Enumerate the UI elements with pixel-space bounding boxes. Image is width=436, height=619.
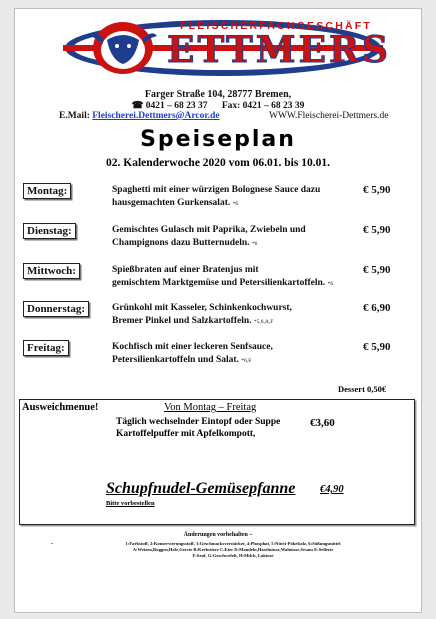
dish-line: Kochfisch mit einer leckeren Senfsauce,: [112, 342, 273, 352]
alternative-menu-box: [19, 399, 415, 525]
price-montag: € 5,90: [363, 184, 391, 196]
alternative-price: €3,60: [310, 417, 335, 429]
dish-line: Gemischtes Gulasch mit Paprika, Zwiebeln und: [112, 225, 306, 235]
dish-line: hausgemachten Gurkensalat.: [112, 198, 231, 208]
logo-name: ETTMERS: [167, 29, 391, 71]
day-label-donnerstag: Donnerstag:: [23, 301, 89, 317]
email-link[interactable]: Fleischerei.Dettmers@Arcor.de: [92, 111, 220, 121]
allergen-legend: [63, 541, 403, 559]
allergen-code: *6,F: [241, 358, 252, 364]
allergen-legend-line: A:Weizen,Roggen,Hefe,Gerste B:Krebstiere C:Eier D:Mandeln,Haselnüsse,Walnüsse,Sesam E:Sellerie: [132, 547, 334, 552]
price-donnerstag: € 6,90: [363, 302, 391, 314]
dish-montag: [112, 184, 344, 211]
allergen-legend-line: F:Senf, G:Geschwefelt, H:Milch, Laktose: [192, 553, 274, 558]
alternative-line: Kartoffelpuffer mit Apfelkompott,: [116, 429, 256, 439]
dish-line: Grünkohl mit Kasseler, Schinkenkochwurst,: [112, 303, 292, 313]
dessert-price: Dessert 0,50€: [338, 384, 387, 394]
logo-subtitle: FLEISCHERFACHGESCHÄFT: [179, 20, 373, 32]
day-label-montag: Montag:: [23, 183, 71, 199]
day-label-freitag: Freitag:: [23, 340, 69, 356]
email-line: [59, 111, 220, 121]
menu-page: [14, 8, 422, 613]
dish-line: Spießbraten auf einer Bratenjus mit: [112, 265, 259, 275]
fax-number: Fax: 0421 – 68 23 39: [221, 101, 305, 111]
dish-line: Bremer Pinkel und Salzkartoffeln.: [112, 316, 252, 326]
changes-note: Änderungen vorbehalten –: [183, 532, 253, 538]
preorder-note: Bitte vorbestellen: [106, 500, 155, 507]
phone-number: ☎ 0421 – 68 23 37: [131, 101, 208, 111]
allergen-code: *6: [327, 281, 334, 287]
email-label: E.Mail:: [59, 111, 90, 121]
allergen-code: *6: [251, 241, 258, 247]
allergen-code: *6: [232, 201, 239, 207]
alternative-period: Von Montag – Freitag: [164, 402, 257, 413]
page-title: Speiseplan: [140, 127, 296, 152]
price-dienstag: € 5,90: [363, 224, 391, 236]
allergen-code: *5,6,A,F: [253, 319, 274, 325]
address-line: Farger Straße 104, 28777 Bremen,: [144, 89, 292, 100]
special-dish: Schupfnudel-Gemüsepfanne: [106, 480, 296, 497]
week-heading: 02. Kalenderwoche 2020 vom 06.01. bis 10.01.: [106, 157, 330, 169]
special-price: €4,90: [320, 484, 344, 495]
dish-line: Spaghetti mit einer würzigen Bolognese Sauce dazu: [112, 185, 321, 195]
day-label-dienstag: Dienstag:: [23, 223, 76, 239]
price-freitag: € 5,90: [363, 341, 391, 353]
phone-fax-line: [15, 100, 421, 111]
allergen-legend-line: 1:Farbstoff, 2:Konservierungsstoff, 3:Geschmacksverstärker, 4:Phosphat, 5:Nitrit-Pökelsalz, 6:Süßungsmittel: [125, 541, 341, 546]
alternative-label: Ausweichmenue!: [22, 402, 99, 413]
dish-freitag: [112, 341, 344, 368]
dish-dienstag: [112, 224, 344, 251]
dish-line: Champignons dazu Butternudeln.: [112, 238, 250, 248]
dish-donnerstag: [112, 302, 344, 329]
logo: [63, 16, 391, 78]
alternative-dishes: [116, 416, 280, 440]
website-text[interactable]: WWW.Fleischerei-Dettmers.de: [269, 111, 389, 121]
price-mittwoch: € 5,90: [363, 264, 391, 276]
day-label-mittwoch: Mittwoch:: [23, 263, 80, 279]
dish-mittwoch: [112, 264, 344, 291]
alternative-line: Täglich wechselnder Eintopf oder Suppe: [116, 417, 281, 427]
dish-line: Petersilienkartoffeln und Salat.: [112, 355, 239, 365]
footnote-dash: -: [51, 541, 53, 547]
dish-line: gemischtem Marktgemüse und Petersilienkartoffeln.: [112, 278, 326, 288]
